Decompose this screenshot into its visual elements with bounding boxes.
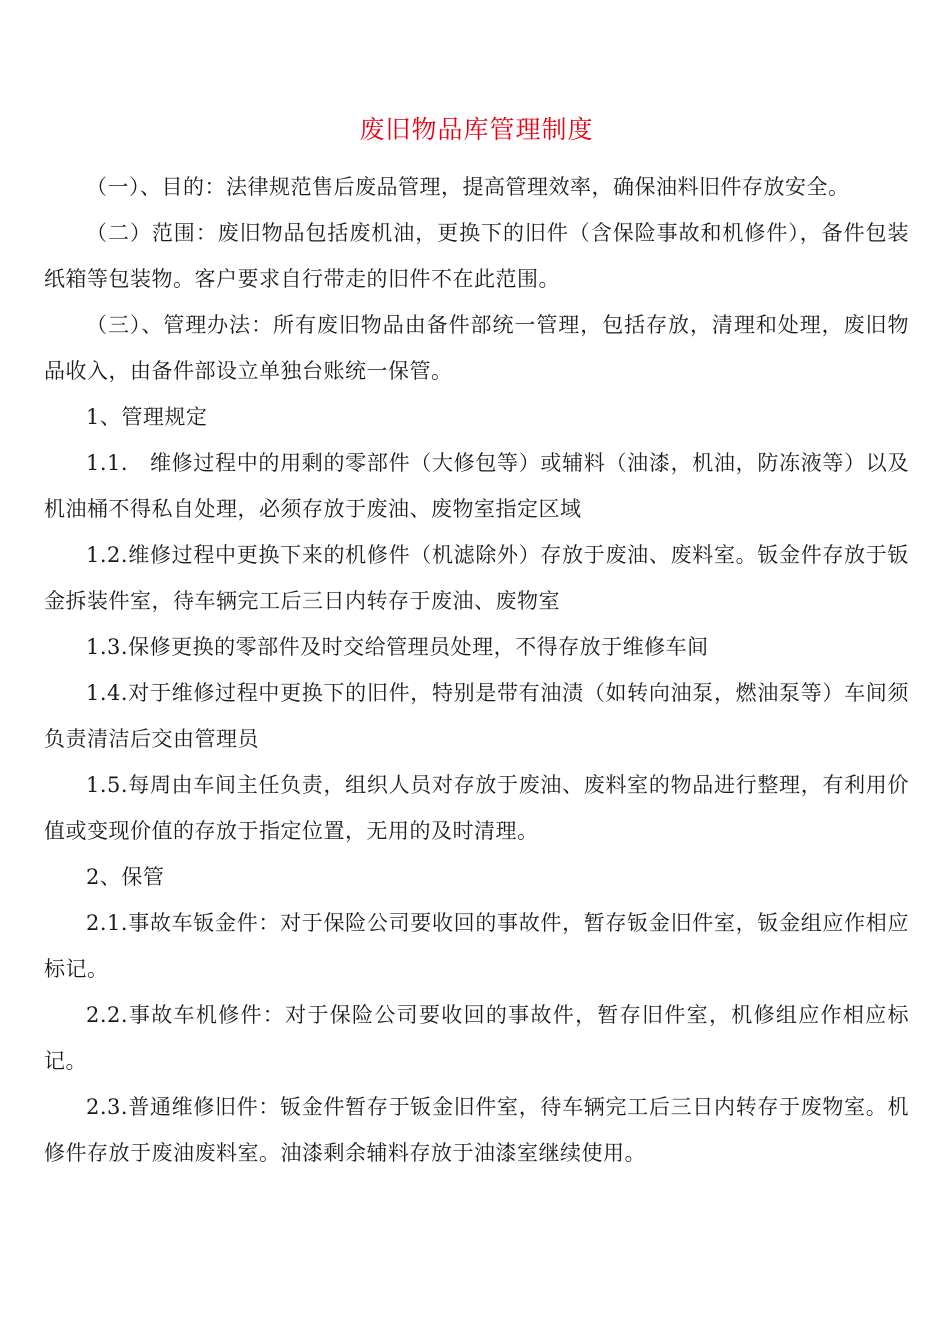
rule-1-5: 1.5.每周由车间主任负责，组织人员对存放于废油、废料室的物品进行整理，有利用价值或变现价值的存放于指定位置，无用的及时清理。	[44, 773, 909, 843]
rule-1-2: 1.2.维修过程中更换下来的机修件（机滤除外）存放于废油、废料室。钣金件存放于钣金拆装件室，待车辆完工后三日内转存于废油、废物室	[44, 543, 909, 613]
rule-2-2: 2.2.事故车机修件：对于保险公司要收回的事故件，暂存旧件室，机修组应作相应标记。	[44, 1003, 909, 1073]
section-heading-management-rules: 1、管理规定	[86, 405, 208, 429]
rule-1-4: 1.4.对于维修过程中更换下的旧件，特别是带有油渍（如转向油泵，燃油泵等）车间须负责清洁后交由管理员	[44, 681, 909, 751]
rule-1-1: 1.1. 维修过程中的用剩的零部件（大修包等）或辅料（油漆，机油，防冻液等）以及机油桶不得私自处理，必须存放于废油、废物室指定区域	[44, 451, 909, 521]
paragraph-management-method: （三）、管理办法：所有废旧物品由备件部统一管理，包括存放，清理和处理，废旧物品收入，由备件部设立单独台账统一保管。	[44, 313, 909, 383]
document-title: 废旧物品库管理制度	[359, 115, 594, 144]
document-page	[44, 110, 909, 1176]
rule-1-3: 1.3.保修更换的零部件及时交给管理员处理，不得存放于维修车间	[86, 635, 709, 659]
rule-2-1: 2.1.事故车钣金件：对于保险公司要收回的事故件，暂存钣金旧件室，钣金组应作相应标记。	[44, 911, 909, 981]
paragraph-scope: （二）范围：废旧物品包括废机油，更换下的旧件（含保险事故和机修件），备件包装纸箱等包装物。客户要求自行带走的旧件不在此范围。	[44, 221, 909, 291]
section-heading-custody: 2、保管	[86, 865, 165, 889]
rule-2-3: 2.3.普通维修旧件：钣金件暂存于钣金旧件室，待车辆完工后三日内转存于废物室。机修件存放于废油废料室。油漆剩余辅料存放于油漆室继续使用。	[44, 1095, 909, 1165]
paragraph-purpose: （一）、目的：法律规范售后废品管理，提高管理效率，确保油料旧件存放安全。	[86, 175, 850, 199]
